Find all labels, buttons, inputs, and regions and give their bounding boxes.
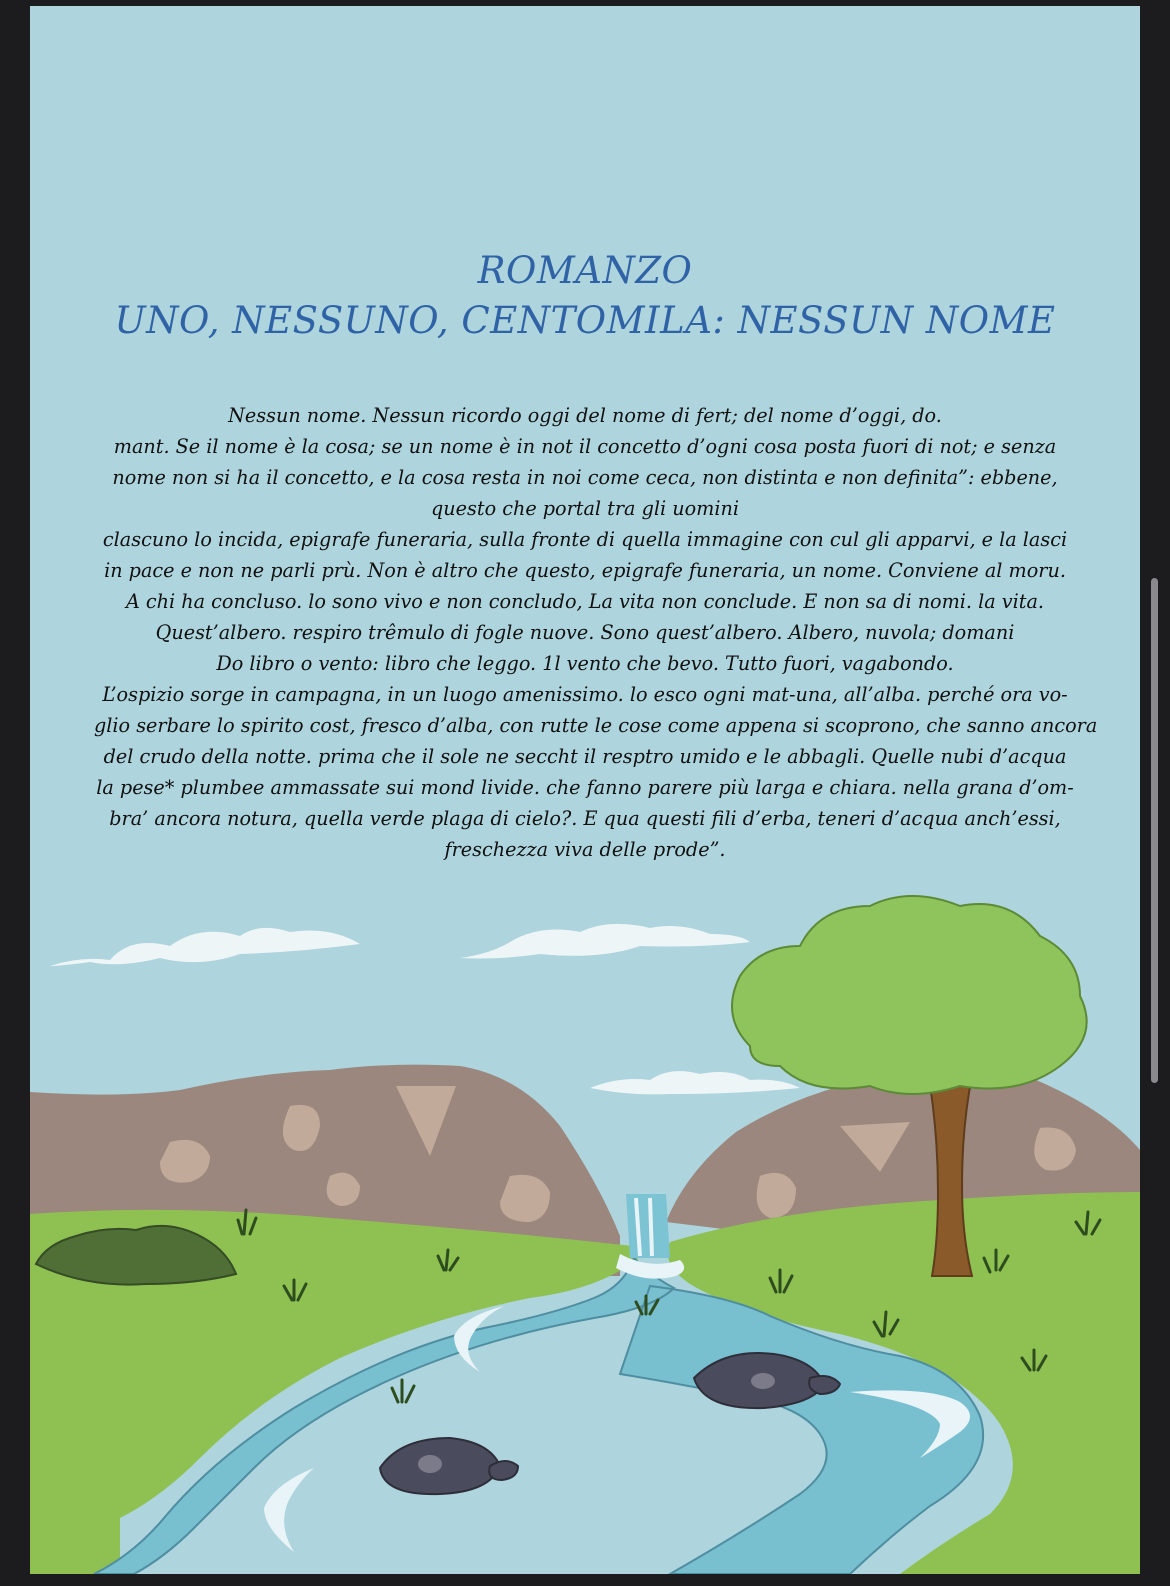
cloud-icon bbox=[50, 928, 360, 966]
cloud-icon bbox=[460, 924, 750, 959]
body-line: Nessun nome. Nessun ricordo oggi del nome di fert; del nome d’oggi, do. bbox=[228, 404, 942, 427]
landscape-illustration bbox=[30, 6, 1140, 1574]
body-line: questo che portal tra gli uomini bbox=[431, 497, 739, 520]
body-line: mant. Se il nome è la cosa; se un nome è in not il concetto d’ogni cosa posta fuori di not; e senza bbox=[113, 435, 1057, 458]
document-page bbox=[30, 6, 1140, 1574]
body-line: del crudo della notte. prima che il sole ne seccht il resptro umido e le abbagli. Quelle nubi d’acqua bbox=[103, 745, 1067, 768]
body-line: clascuno lo incida, epigrafe funeraria, sulla fronte di quella immagine con cul gli apparvi, e la lasci bbox=[102, 528, 1068, 551]
body-line: freschezza viva delle prode”. bbox=[444, 838, 726, 861]
rock-icon bbox=[380, 1438, 518, 1494]
title-line-work: UNO, NESSUNO, CENTOMILA: NESSUN NOME bbox=[114, 299, 1056, 342]
body-line: nome non si ha il concetto, e la cosa resta in noi come ceca, non distinta e non definita”: ebbene, bbox=[112, 466, 1058, 489]
body-line: in pace e non ne parli prù. Non è altro che questo, epigrafe funeraria, un nome. Conviene al moru. bbox=[104, 559, 1066, 582]
cloud-icon bbox=[590, 1071, 800, 1094]
body-line: L’ospizio sorge in campagna, in un luogo amenissimo. lo esco ogni mat-una, all’alba. perché ora vo- bbox=[102, 683, 1068, 706]
scrollbar-thumb[interactable] bbox=[1151, 578, 1158, 1083]
body-line: glio serbare lo spirito cost, fresco d’alba, con rutte le cose come appena si scoprono, che sanno ancora bbox=[94, 714, 1098, 737]
body-line: A chi ha concluso. lo sono vivo e non concludo, La vita non conclude. E non sa di nomi. la vita. bbox=[125, 590, 1045, 613]
title-line-genre: ROMANZO bbox=[477, 249, 693, 292]
body-line: Do libro o vento: libro che leggo. 1l vento che bevo. Tutto fuori, vagabondo. bbox=[216, 652, 954, 675]
body-line: Quest’albero. respiro trêmulo di fogle nuove. Sono quest’albero. Albero, nuvola; domani bbox=[155, 621, 1015, 644]
body-line: la pese* plumbee ammassate sui mond livide. che fanno parere più larga e chiara. nella grana d’om- bbox=[96, 776, 1074, 799]
river-highlight bbox=[264, 1468, 314, 1552]
body-line: bra’ ancora notura, quella verde plaga di cielo?. E qua questi fili d’erba, teneri d’acqua anch’essi, bbox=[109, 807, 1061, 830]
